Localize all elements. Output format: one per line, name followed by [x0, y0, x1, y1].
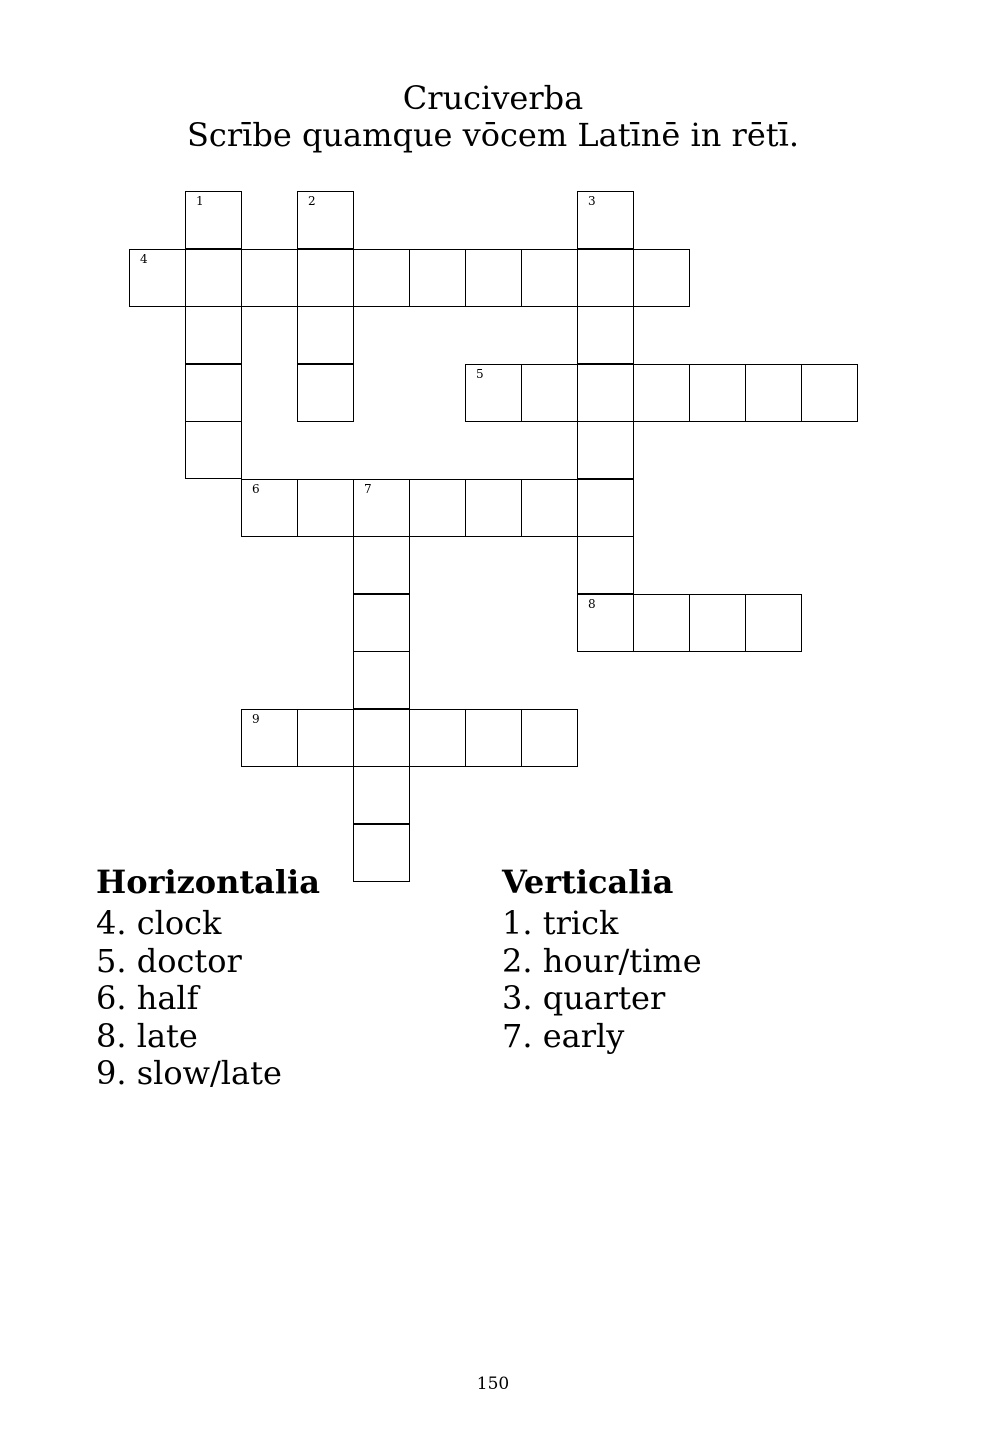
clue-number: 5	[476, 366, 484, 381]
grid-cell[interactable]	[521, 709, 578, 767]
clue-number: 7	[364, 481, 372, 496]
grid-cell[interactable]	[409, 479, 466, 537]
down-clues	[502, 864, 702, 1055]
grid-cell[interactable]	[297, 249, 354, 307]
grid-cell[interactable]	[353, 479, 410, 537]
grid-cell[interactable]	[465, 364, 522, 422]
grid-cell[interactable]	[297, 709, 354, 767]
grid-cell[interactable]	[633, 594, 690, 652]
grid-cell[interactable]	[297, 479, 354, 537]
grid-cell[interactable]	[689, 364, 746, 422]
grid-cell[interactable]	[297, 364, 354, 422]
grid-cell[interactable]	[521, 479, 578, 537]
clue-number: 4	[140, 251, 148, 266]
grid-cell[interactable]	[409, 709, 466, 767]
clue-number: 6	[252, 481, 260, 496]
grid-cell[interactable]	[185, 191, 242, 249]
grid-cell[interactable]	[353, 249, 410, 307]
grid-cell[interactable]	[241, 709, 298, 767]
grid-cell[interactable]	[465, 709, 522, 767]
grid-cell[interactable]	[577, 479, 634, 537]
grid-cell[interactable]	[185, 249, 242, 307]
grid-cell[interactable]	[353, 766, 410, 824]
across-heading: Horizontalia	[96, 863, 320, 901]
grid-cell[interactable]	[577, 421, 634, 479]
down-heading: Verticalia	[502, 863, 674, 901]
grid-cell[interactable]	[241, 249, 298, 307]
grid-cell[interactable]	[633, 249, 690, 307]
grid-cell[interactable]	[521, 364, 578, 422]
clue-across-4: 4. clock	[96, 904, 222, 942]
clue-number: 8	[588, 596, 596, 611]
grid-cell[interactable]	[521, 249, 578, 307]
grid-cell[interactable]	[297, 191, 354, 249]
grid-cell[interactable]	[129, 249, 186, 307]
clue-across-5: 5. doctor	[96, 941, 242, 980]
grid-cell[interactable]	[353, 824, 410, 882]
grid-cell[interactable]	[745, 594, 802, 652]
grid-cell[interactable]	[465, 249, 522, 307]
clue-down-1: 1. trick	[502, 904, 619, 942]
clue-down-7: 7. early	[502, 1016, 625, 1055]
clue-across-6: 6. half	[96, 979, 199, 1017]
grid-cell[interactable]	[801, 364, 858, 422]
grid-cell[interactable]	[241, 479, 298, 537]
grid-cell[interactable]	[409, 249, 466, 307]
clue-number: 3	[588, 194, 596, 208]
grid-cell[interactable]	[577, 364, 634, 422]
page-title: Cruciverba	[402, 79, 584, 117]
grid-cell[interactable]	[577, 594, 634, 652]
grid-cell[interactable]	[353, 536, 410, 594]
clue-down-2: 2. hour/time	[502, 941, 702, 980]
clue-across-9: 9. slow/late	[96, 1054, 282, 1092]
grid-cell[interactable]	[185, 306, 242, 364]
clue-number: 2	[308, 194, 316, 208]
clue-across-8: 8. late	[96, 1016, 198, 1055]
grid-cell[interactable]	[185, 421, 242, 479]
page-number: 150	[476, 1374, 510, 1394]
grid-cell[interactable]	[185, 364, 242, 422]
grid-cell[interactable]	[633, 364, 690, 422]
instructions: Scrībe quamque vōcem Latīnē in rētī.	[186, 116, 800, 154]
grid-cell[interactable]	[353, 651, 410, 709]
clue-number: 9	[252, 711, 260, 726]
grid-cell[interactable]	[353, 594, 410, 652]
grid-cell[interactable]	[353, 709, 410, 767]
clue-down-3: 3. quarter	[502, 979, 666, 1017]
grid-cell[interactable]	[577, 536, 634, 594]
grid-cell[interactable]	[689, 594, 746, 652]
grid-cell[interactable]	[745, 364, 802, 422]
grid-cell[interactable]	[465, 479, 522, 537]
grid-cell[interactable]	[577, 191, 634, 249]
grid-cell[interactable]	[577, 249, 634, 307]
across-clues	[96, 864, 320, 1093]
clue-number: 1	[196, 194, 204, 208]
grid-cell[interactable]	[577, 306, 634, 364]
grid-cell[interactable]	[297, 306, 354, 364]
